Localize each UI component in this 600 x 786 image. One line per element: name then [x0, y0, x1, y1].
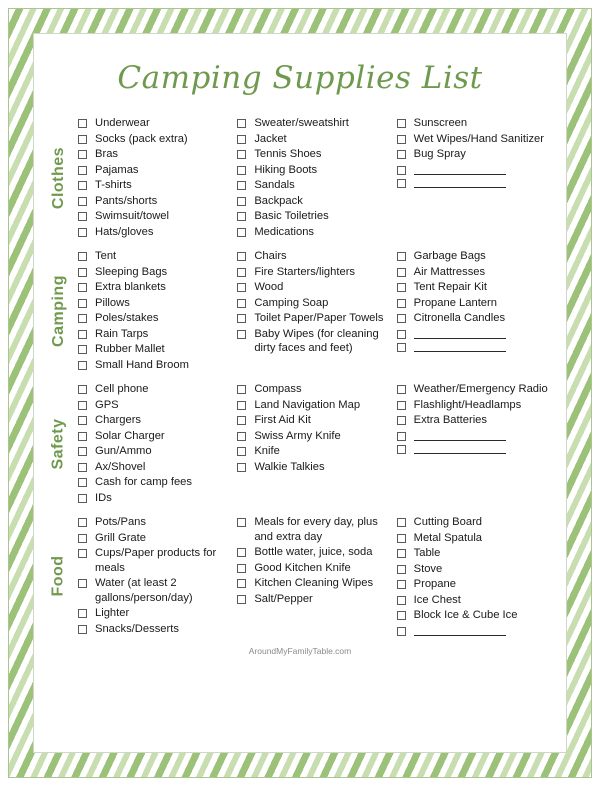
checklist-item[interactable]	[78, 576, 231, 605]
checklist-column	[237, 116, 396, 240]
checklist-item-label: Chargers	[95, 414, 142, 426]
checklist-item-label: Pots/Pans	[95, 516, 146, 528]
checkbox-icon[interactable]	[78, 494, 87, 503]
checklist-item[interactable]	[397, 413, 550, 428]
checklist-item-label: Chairs	[254, 250, 287, 262]
checklist-item-label: Small Hand Broom	[95, 358, 189, 371]
checkbox-icon[interactable]	[397, 416, 406, 425]
checkbox-icon[interactable]	[78, 361, 87, 370]
checkbox-icon[interactable]	[397, 611, 406, 620]
checkbox-icon[interactable]	[237, 283, 246, 292]
checklist-item[interactable]	[397, 577, 550, 592]
checklist-item-label: Backpack	[254, 194, 303, 207]
checklist-column	[397, 515, 556, 637]
checkbox-icon[interactable]	[78, 478, 87, 487]
checklist-item-label: Jacket	[254, 132, 287, 145]
checkbox-icon[interactable]	[78, 609, 87, 618]
checklist-item-label: Air Mattresses	[413, 265, 486, 278]
list-content	[34, 34, 566, 752]
checklist-item-label: Hiking Boots	[254, 163, 318, 176]
checkbox-icon[interactable]	[78, 625, 87, 634]
checklist-item-label: Pants/shorts	[95, 194, 158, 207]
checklist-item-label: Solar Charger	[95, 429, 165, 442]
checklist-item[interactable]	[397, 176, 550, 188]
checklist-item-label: Socks (pack extra)	[95, 132, 188, 145]
checklist-item[interactable]	[397, 147, 550, 162]
checklist-item-label: Cups/Paper products for meals	[95, 547, 217, 574]
checklist-item[interactable]	[397, 624, 550, 636]
checkbox-icon[interactable]	[78, 228, 87, 237]
checklist-item[interactable]	[237, 194, 390, 209]
checklist-column	[237, 382, 396, 506]
section-columns	[78, 249, 556, 373]
checklist-item-label: Cash for camp fees	[95, 476, 193, 488]
checklist-item[interactable]	[397, 442, 550, 454]
checklist-item-label: Extra blankets	[95, 281, 166, 293]
write-in-line[interactable]	[414, 163, 506, 175]
checklist-item[interactable]	[78, 491, 231, 506]
checkbox-icon[interactable]	[237, 564, 246, 573]
checkbox-icon[interactable]	[78, 283, 87, 292]
checkbox-icon[interactable]	[397, 565, 406, 574]
checklist-item[interactable]	[78, 163, 231, 178]
checklist-item-label: Extra Batteries	[413, 414, 487, 426]
checklist-item[interactable]	[397, 429, 550, 441]
section-columns	[78, 515, 556, 637]
checkbox-icon[interactable]	[78, 197, 87, 206]
checklist-item-label: Kitchen Cleaning Wipes	[254, 577, 374, 589]
checklist-item[interactable]	[237, 178, 390, 193]
checklist-item[interactable]	[397, 546, 550, 561]
checklist-item-label: Tent	[95, 250, 117, 262]
checklist-item[interactable]	[237, 429, 390, 444]
checklist-item[interactable]	[78, 515, 231, 530]
checkbox-icon[interactable]	[237, 228, 246, 237]
checklist-item-label: Toilet Paper/Paper Towels	[254, 312, 384, 324]
write-in-line[interactable]	[414, 624, 506, 636]
checklist-item-label: T-shirts	[95, 179, 132, 191]
checklist-item[interactable]	[237, 280, 390, 295]
checklist-item-label: Metal Spatula	[413, 531, 483, 544]
section-label-text: Camping	[50, 275, 68, 347]
checklist-item-label: Ax/Shovel	[95, 460, 146, 473]
checkbox-icon[interactable]	[78, 314, 87, 323]
checklist-item[interactable]	[78, 311, 231, 326]
checklist-item-label: Land Navigation Map	[254, 398, 361, 411]
checklist-item[interactable]	[397, 382, 550, 397]
checkbox-icon[interactable]	[397, 299, 406, 308]
checklist-item[interactable]	[237, 296, 390, 311]
checkbox-icon[interactable]	[237, 181, 246, 190]
checkbox-icon[interactable]	[237, 166, 246, 175]
checklist-item-label: Swimsuit/towel	[95, 210, 169, 222]
checklist-item-label: Lighter	[95, 607, 130, 619]
checklist-item[interactable]	[78, 209, 231, 224]
checklist-item[interactable]	[78, 382, 231, 397]
checklist-item-label: Cutting Board	[413, 516, 483, 528]
checklist-item-label: Garbage Bags	[413, 250, 486, 262]
checklist-item[interactable]	[237, 311, 390, 326]
checkbox-icon[interactable]	[397, 252, 406, 261]
section-label	[44, 116, 74, 240]
checklist-item-label: Sleeping Bags	[95, 265, 168, 278]
checkbox-icon[interactable]	[397, 283, 406, 292]
checklist-item-label: Propane Lantern	[413, 296, 497, 309]
checklist-item-label: Baby Wipes (for cleaning dirty faces and feet)	[254, 327, 379, 354]
checkbox-icon[interactable]	[397, 627, 406, 636]
checklist-item[interactable]	[78, 429, 231, 444]
checklist-item[interactable]	[78, 280, 231, 295]
checklist-item-label: Water (at least 2 gallons/person/day)	[95, 577, 193, 604]
section-label	[44, 249, 74, 373]
checklist-item[interactable]	[237, 225, 390, 240]
checklist-item[interactable]	[78, 622, 231, 637]
checklist-item-label: Good Kitchen Knife	[254, 561, 351, 574]
section-safety	[44, 382, 556, 506]
checkbox-icon[interactable]	[78, 534, 87, 543]
checklist-item[interactable]	[397, 327, 550, 339]
checklist-item[interactable]	[237, 265, 390, 280]
checkbox-icon[interactable]	[397, 518, 406, 527]
write-in-line[interactable]	[414, 429, 506, 441]
checklist-item-label: Meals for every day, plus and extra day	[254, 516, 378, 543]
checklist-item-label: Camping Soap	[254, 296, 329, 309]
checklist-item[interactable]	[397, 249, 550, 264]
checklist-item-label: Medications	[254, 225, 315, 238]
checklist-item[interactable]	[78, 249, 231, 264]
checklist-item-label: Block Ice & Cube Ice	[413, 609, 518, 621]
checklist-item-label: Swiss Army Knife	[254, 429, 341, 442]
section-label-text: Food	[50, 555, 67, 597]
checkbox-icon[interactable]	[78, 299, 87, 308]
checkbox-icon[interactable]	[78, 385, 87, 394]
checklist-column	[78, 116, 237, 240]
checklist-item-label: Propane	[413, 578, 456, 590]
checklist-item[interactable]	[78, 398, 231, 413]
checklist-item-label: GPS	[95, 398, 119, 411]
checklist-item[interactable]	[78, 194, 231, 209]
checklist-item-label: Compass	[254, 383, 302, 395]
checklist-item-label: Knife	[254, 445, 280, 457]
checklist-item-label: Fire Starters/lighters	[254, 265, 356, 278]
section-label	[44, 515, 74, 637]
checkbox-icon[interactable]	[397, 343, 406, 352]
checkbox-icon[interactable]	[397, 534, 406, 543]
checkbox-icon[interactable]	[397, 314, 406, 323]
checkbox-icon[interactable]	[237, 518, 246, 527]
checklist-item[interactable]	[237, 132, 390, 147]
checklist-item[interactable]	[78, 147, 231, 162]
checklist-item[interactable]	[397, 562, 550, 577]
checkbox-icon[interactable]	[78, 463, 87, 472]
checklist-sections	[44, 116, 556, 637]
checklist-item-label: Rubber Mallet	[95, 343, 165, 355]
page-title: Camping Supplies List	[117, 60, 483, 96]
checkbox-icon[interactable]	[78, 268, 87, 277]
checkbox-icon[interactable]	[237, 150, 246, 159]
checklist-column	[237, 249, 396, 373]
checkbox-icon[interactable]	[237, 548, 246, 557]
checkbox-icon[interactable]	[397, 432, 406, 441]
checklist-item[interactable]	[78, 178, 231, 193]
checklist-item[interactable]	[397, 132, 550, 147]
checklist-column	[237, 515, 396, 637]
checklist-item[interactable]	[397, 608, 550, 623]
checklist-item[interactable]	[397, 265, 550, 280]
checkbox-icon[interactable]	[397, 150, 406, 159]
checkbox-icon[interactable]	[397, 330, 406, 339]
checklist-item-label: Sandals	[254, 179, 295, 191]
checkbox-icon[interactable]	[237, 330, 246, 339]
checklist-item-label: Bottle water, juice, soda	[254, 546, 373, 558]
checkbox-icon[interactable]	[78, 252, 87, 261]
checklist-item[interactable]	[78, 327, 231, 342]
write-in-line[interactable]	[414, 176, 506, 188]
checklist-item[interactable]	[397, 311, 550, 326]
checklist-item[interactable]	[78, 132, 231, 147]
checkbox-icon[interactable]	[237, 432, 246, 441]
checkbox-icon[interactable]	[78, 549, 87, 558]
write-in-line[interactable]	[414, 442, 506, 454]
checklist-item[interactable]	[397, 280, 550, 295]
checkbox-icon[interactable]	[397, 385, 406, 394]
checklist-item[interactable]	[237, 444, 390, 459]
checklist-item[interactable]	[237, 413, 390, 428]
checkbox-icon[interactable]	[397, 135, 406, 144]
checkbox-icon[interactable]	[237, 447, 246, 456]
section-food	[44, 515, 556, 637]
checklist-item-label: Tennis Shoes	[254, 148, 322, 160]
checklist-item[interactable]	[237, 398, 390, 413]
checklist-item[interactable]	[237, 460, 390, 475]
section-clothes	[44, 116, 556, 240]
checkbox-icon[interactable]	[397, 179, 406, 188]
checkbox-icon[interactable]	[237, 595, 246, 604]
checklist-item[interactable]	[78, 413, 231, 428]
checklist-item-label: Walkie Talkies	[254, 460, 325, 473]
checklist-item[interactable]	[237, 209, 390, 224]
footer-credit: AroundMyFamilyTable.com	[248, 646, 352, 656]
checklist-column	[397, 382, 556, 506]
checkbox-icon[interactable]	[237, 463, 246, 472]
checkbox-icon[interactable]	[78, 518, 87, 527]
checklist-item-label: IDs	[95, 491, 112, 504]
checklist-item-label: Grill Grate	[95, 531, 146, 544]
checklist-item-label: Sunscreen	[413, 117, 468, 129]
checklist-item[interactable]	[237, 592, 390, 607]
checklist-item[interactable]	[78, 225, 231, 240]
checklist-item-label: Cell phone	[95, 383, 149, 395]
checklist-item-label: Pillows	[95, 296, 130, 309]
checkbox-icon[interactable]	[78, 447, 87, 456]
checklist-item[interactable]	[78, 475, 231, 490]
checkbox-icon[interactable]	[237, 268, 246, 277]
checklist-item-label: Bug Spray	[413, 148, 466, 160]
checkbox-icon[interactable]	[78, 345, 87, 354]
checklist-item[interactable]	[237, 147, 390, 162]
checklist-item-label: Table	[413, 547, 441, 559]
checklist-item[interactable]	[237, 163, 390, 178]
checklist-item-label: Sweater/sweatshirt	[254, 117, 349, 129]
checklist-item[interactable]	[237, 561, 390, 576]
checklist-item-label: Basic Toiletries	[254, 210, 329, 222]
checklist-item-label: Ice Chest	[413, 593, 461, 606]
checklist-item[interactable]	[397, 531, 550, 546]
checkbox-icon[interactable]	[237, 212, 246, 221]
write-in-line[interactable]	[414, 340, 506, 352]
checklist-item[interactable]	[397, 398, 550, 413]
checklist-item[interactable]	[78, 296, 231, 311]
checklist-item[interactable]	[78, 546, 231, 575]
checklist-item-label: Rain Tarps	[95, 327, 149, 340]
checklist-item[interactable]	[397, 163, 550, 175]
checkbox-icon[interactable]	[78, 166, 87, 175]
checkbox-icon[interactable]	[78, 330, 87, 339]
checkbox-icon[interactable]	[237, 197, 246, 206]
checkbox-icon[interactable]	[237, 385, 246, 394]
checkbox-icon[interactable]	[237, 299, 246, 308]
checkbox-icon[interactable]	[78, 432, 87, 441]
checkbox-icon[interactable]	[78, 150, 87, 159]
checklist-item[interactable]	[397, 515, 550, 530]
checklist-item[interactable]	[397, 296, 550, 311]
checklist-item[interactable]	[237, 327, 390, 356]
checklist-item[interactable]	[78, 531, 231, 546]
checkbox-icon[interactable]	[397, 119, 406, 128]
checkbox-icon[interactable]	[237, 135, 246, 144]
checkbox-icon[interactable]	[237, 314, 246, 323]
checklist-item[interactable]	[397, 116, 550, 131]
checklist-item-label: Flashlight/Headlamps	[413, 398, 522, 411]
checklist-item-label: Tent Repair Kit	[413, 281, 487, 293]
checklist-item[interactable]	[237, 382, 390, 397]
checkbox-icon[interactable]	[237, 252, 246, 261]
checklist-item-label: First Aid Kit	[254, 414, 311, 426]
checklist-item-label: Salt/Pepper	[254, 592, 313, 605]
checklist-item[interactable]	[237, 249, 390, 264]
checklist-item[interactable]	[397, 340, 550, 352]
section-columns	[78, 116, 556, 240]
checkbox-icon[interactable]	[397, 401, 406, 410]
checklist-column	[78, 249, 237, 373]
checkbox-icon[interactable]	[78, 181, 87, 190]
write-in-line[interactable]	[414, 327, 506, 339]
checklist-item-label: Wet Wipes/Hand Sanitizer	[413, 132, 544, 145]
checklist-item-label: Stove	[413, 562, 443, 575]
checklist-item-label: Snacks/Desserts	[95, 622, 179, 635]
section-columns	[78, 382, 556, 506]
checklist-item[interactable]	[78, 265, 231, 280]
checklist-item[interactable]	[78, 358, 231, 373]
checklist-column	[397, 249, 556, 373]
checkbox-icon[interactable]	[397, 445, 406, 454]
checklist-item-label: Pajamas	[95, 163, 139, 176]
checkbox-icon[interactable]	[237, 416, 246, 425]
checkbox-icon[interactable]	[397, 268, 406, 277]
checklist-item-label: Citronella Candles	[413, 312, 506, 324]
checkbox-icon[interactable]	[237, 579, 246, 588]
checklist-item[interactable]	[78, 444, 231, 459]
checkbox-icon[interactable]	[78, 212, 87, 221]
checklist-item[interactable]	[237, 576, 390, 591]
checklist-item[interactable]	[237, 515, 390, 544]
checklist-item-label: Bras	[95, 148, 119, 160]
checkbox-icon[interactable]	[78, 401, 87, 410]
checklist-item-label: Underwear	[95, 117, 150, 129]
checklist-item-label: Poles/stakes	[95, 312, 159, 324]
checkbox-icon[interactable]	[237, 401, 246, 410]
checklist-item-label: Hats/gloves	[95, 225, 154, 238]
section-label-text: Clothes	[50, 146, 68, 210]
checkbox-icon[interactable]	[78, 119, 87, 128]
checklist-column	[78, 382, 237, 506]
section-label	[44, 382, 74, 506]
checkbox-icon[interactable]	[78, 416, 87, 425]
checklist-item-label: Weather/Emergency Radio	[413, 383, 548, 395]
checkbox-icon[interactable]	[78, 135, 87, 144]
checkbox-icon[interactable]	[397, 549, 406, 558]
checkbox-icon[interactable]	[78, 579, 87, 588]
checklist-item[interactable]	[237, 545, 390, 560]
checklist-item[interactable]	[78, 606, 231, 621]
section-label-text: Safety	[50, 418, 67, 470]
checklist-item[interactable]	[237, 116, 390, 131]
checkbox-icon[interactable]	[237, 119, 246, 128]
checklist-item[interactable]	[78, 342, 231, 357]
checklist-item[interactable]	[78, 116, 231, 131]
checklist-item-label: Wood	[254, 281, 284, 293]
checkbox-icon[interactable]	[397, 596, 406, 605]
checklist-column	[78, 515, 237, 637]
checkbox-icon[interactable]	[397, 580, 406, 589]
checklist-item[interactable]	[397, 593, 550, 608]
section-camping	[44, 249, 556, 373]
checklist-column	[397, 116, 556, 240]
checklist-item[interactable]	[78, 460, 231, 475]
checkbox-icon[interactable]	[397, 166, 406, 175]
checklist-item-label: Gun/Ammo	[95, 445, 152, 457]
